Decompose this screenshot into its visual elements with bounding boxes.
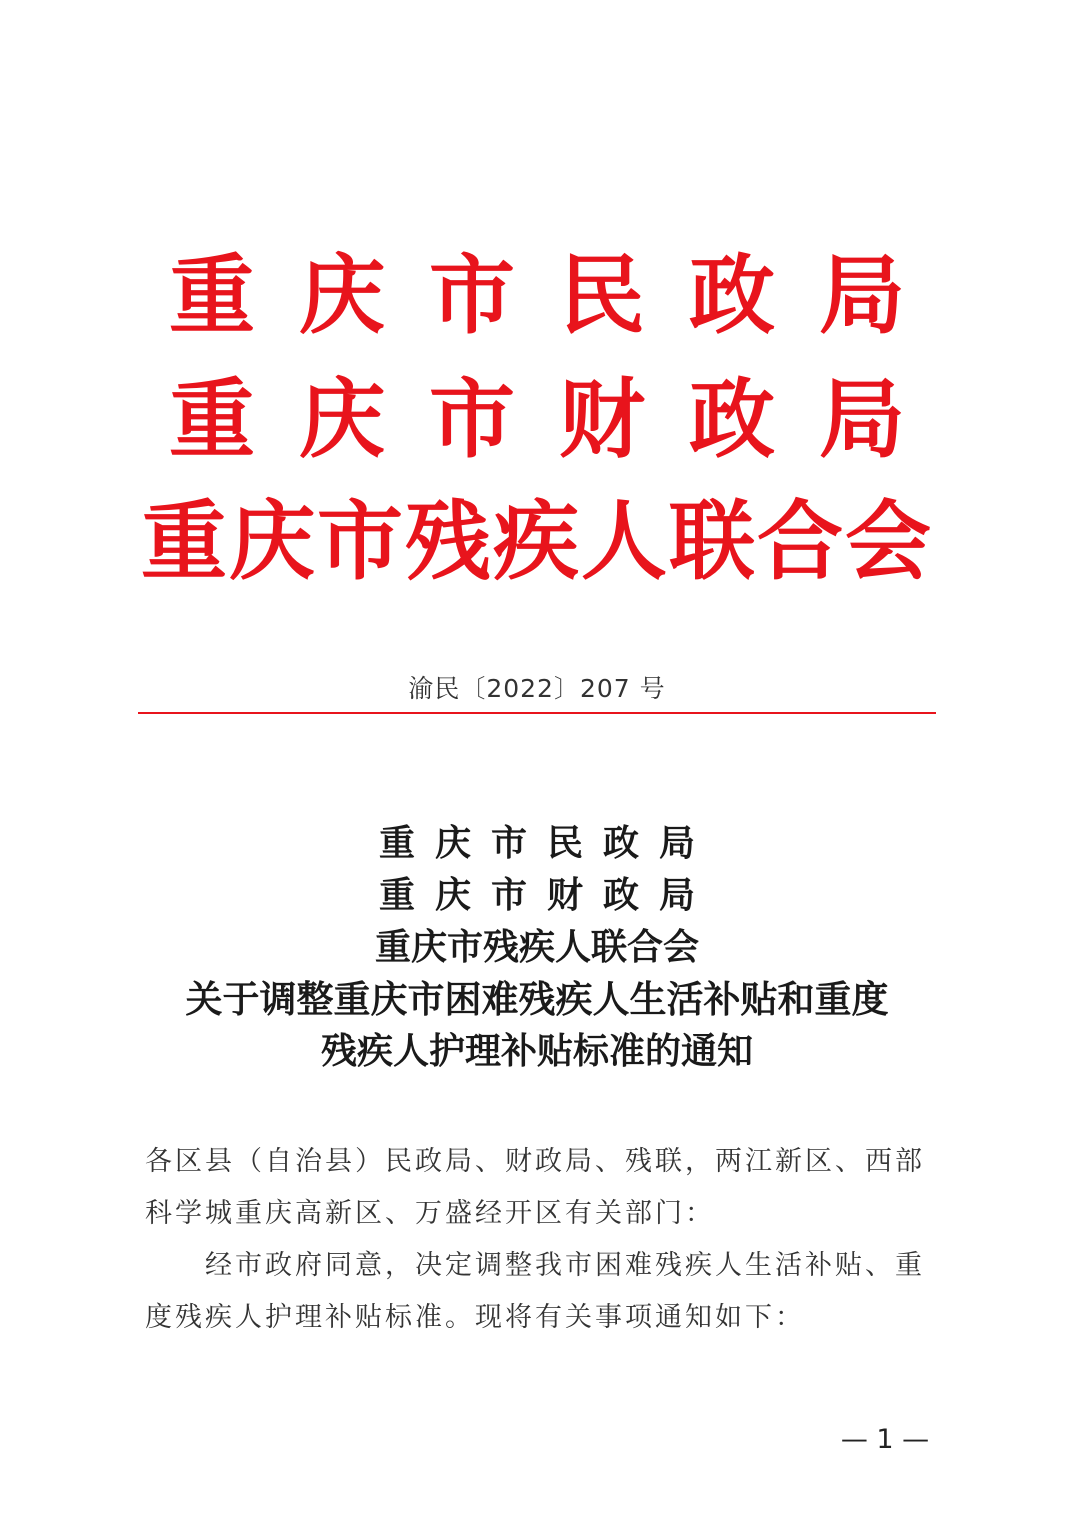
addressee: 各区县（自治县）民政局、财政局、残联，两江新区、西部科学城重庆高新区、万盛经开区有关部门：	[145, 1146, 925, 1229]
header-issuer-civil-affairs: 重庆市民政局	[169, 245, 949, 346]
header-issuer-disabled-federation: 重庆市残疾人联合会	[141, 491, 933, 592]
document-number: 渝民〔2022〕207 号	[408, 674, 666, 703]
header-issuer-finance: 重庆市财政局	[169, 369, 949, 470]
title-issuer-finance: 重庆市财政局	[378, 874, 715, 916]
title-issuer-disabled-federation: 重庆市残疾人联合会	[374, 926, 699, 968]
title-subject-line-1: 关于调整重庆市困难残疾人生活补贴和重度	[185, 977, 889, 1021]
title-issuer-civil-affairs: 重庆市民政局	[378, 822, 715, 864]
title-subject-line-2: 残疾人护理补贴标准的通知	[320, 1030, 753, 1072]
body-paragraph: 经市政府同意，决定调整我市困难残疾人生活补贴、重度残疾人护理补贴标准。现将有关事项通知如下：	[145, 1250, 925, 1333]
red-divider	[138, 712, 936, 714]
page-number: — 1 —	[840, 1424, 930, 1455]
